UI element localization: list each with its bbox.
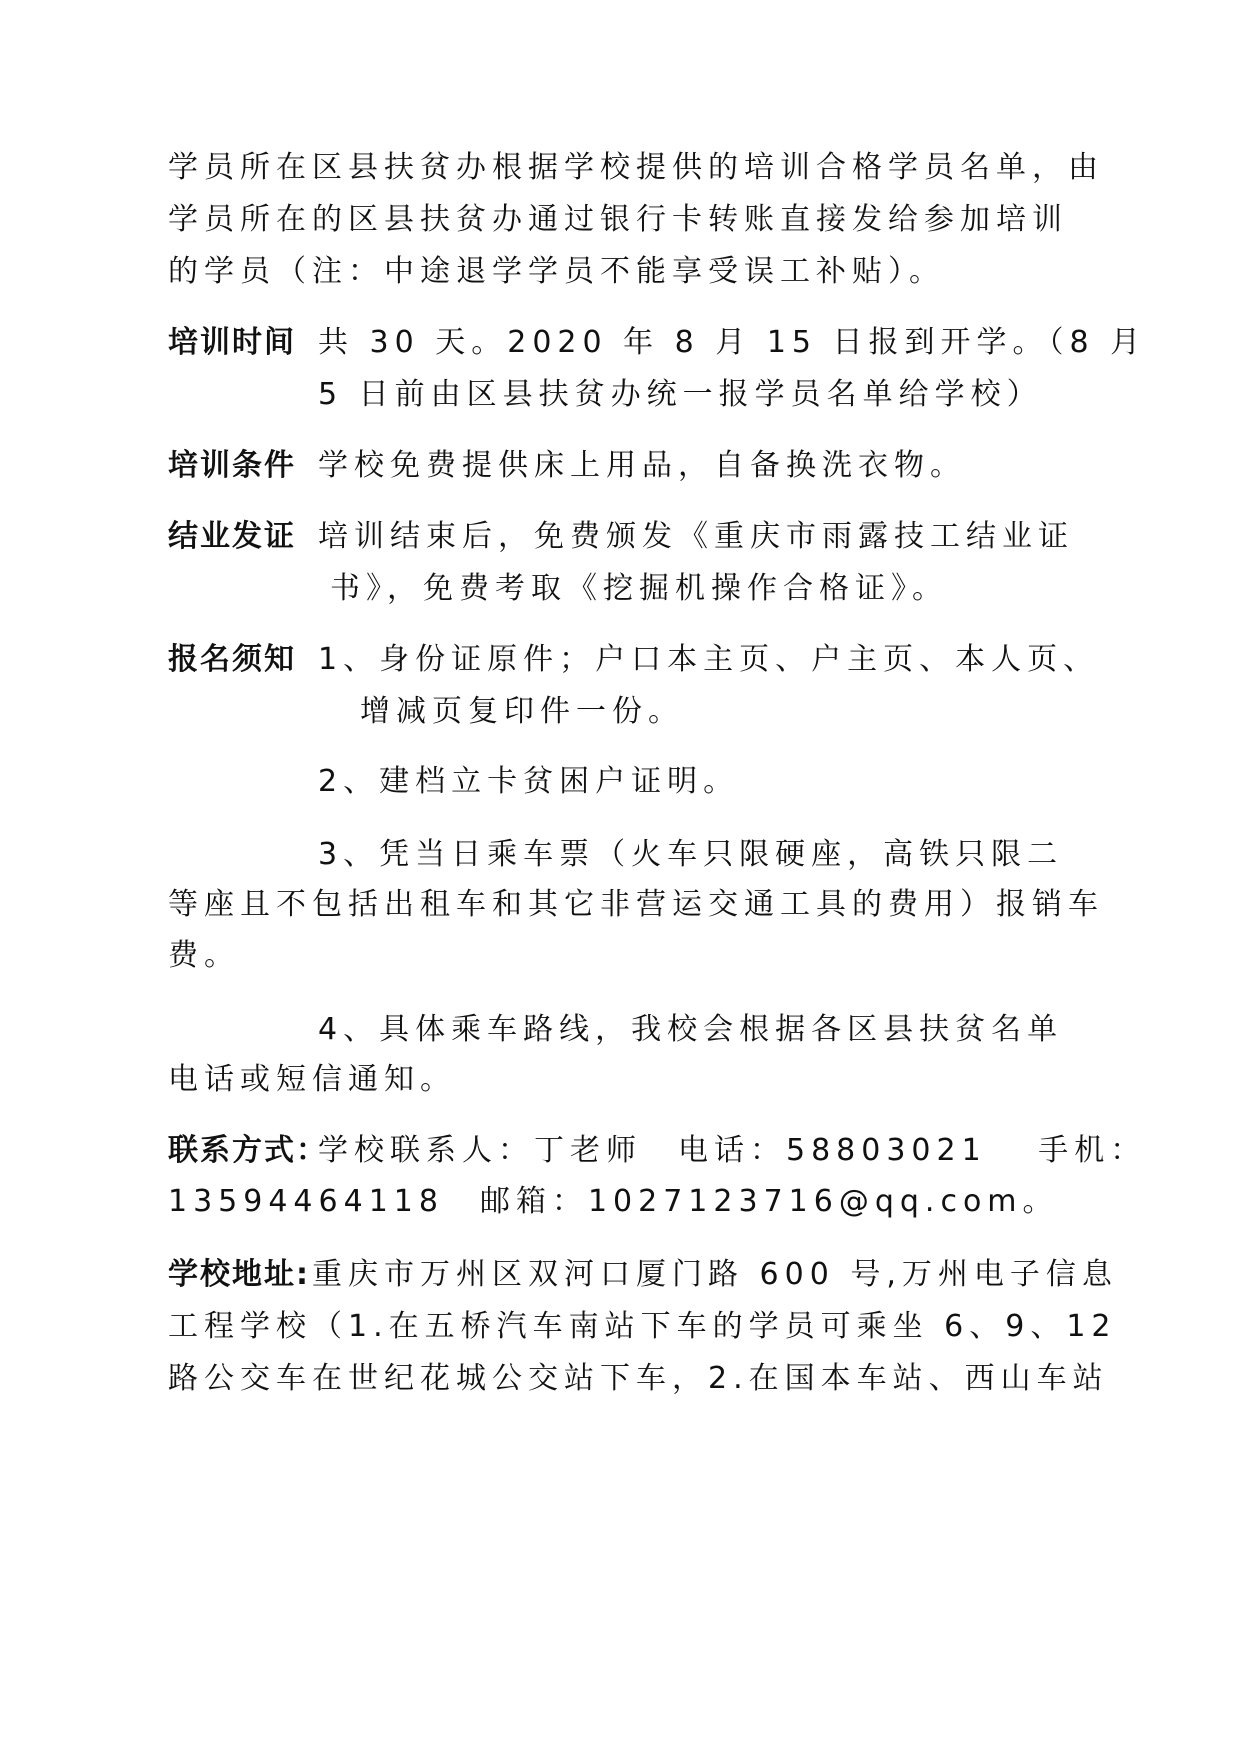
registration-item-3-line-3: 费。 bbox=[168, 938, 240, 973]
graduation-label: 结业发证 bbox=[168, 519, 296, 554]
registration-item-3-line-2: 等座且不包括出租车和其它非营运交通工具的费用）报销车 bbox=[168, 887, 1104, 922]
address-line-2: 工程学校（1.在五桥汽车南站下车的学员可乘坐 6、9、12 bbox=[168, 1309, 1117, 1344]
registration-item-4-line-1: 4、具体乘车路线，我校会根据各区县扶贫名单 bbox=[318, 1012, 1064, 1047]
contact-line-1: 学校联系人：丁老师 电话：58803021 手机： bbox=[318, 1133, 1147, 1168]
intro-line-3: 的学员（注：中途退学学员不能享受误工补贴）。 bbox=[168, 254, 945, 289]
intro-line-2: 学员所在的区县扶贫办通过银行卡转账直接发给参加培训 bbox=[168, 202, 1068, 237]
registration-item-4-line-2: 电话或短信通知。 bbox=[168, 1062, 456, 1097]
training-time-line-2: 5 日前由区县扶贫办统一报学员名单给学校） bbox=[318, 377, 1043, 412]
training-time-label: 培训时间 bbox=[168, 325, 296, 360]
intro-line-1: 学员所在区县扶贫办根据学校提供的培训合格学员名单，由 bbox=[168, 150, 1104, 185]
registration-item-2: 2、建档立卡贫困户证明。 bbox=[318, 764, 740, 799]
graduation-line-1: 培训结束后，免费颁发《重庆市雨露技工结业证 bbox=[318, 519, 1074, 554]
address-label: 学校地址: bbox=[168, 1257, 310, 1292]
contact-line-2: 13594464118 邮箱：1027123716@qq.com。 bbox=[168, 1184, 1059, 1219]
training-conditions-text: 学校免费提供床上用品，自备换洗衣物。 bbox=[318, 448, 966, 483]
training-time-line-1: 共 30 天。2020 年 8 月 15 日报到开学。（8 月 bbox=[318, 325, 1147, 360]
contact-label: 联系方式： bbox=[168, 1133, 328, 1168]
registration-item-3-line-1: 3、凭当日乘车票（火车只限硬座，高铁只限二 bbox=[318, 837, 1064, 872]
address-line-1: 重庆市万州区双河口厦门路 600 号,万州电子信息 bbox=[312, 1257, 1118, 1292]
graduation-line-2: 书》，免费考取《挖掘机操作合格证》。 bbox=[330, 571, 948, 606]
registration-item-1-line-2: 增减页复印件一份。 bbox=[360, 694, 684, 729]
training-conditions-label: 培训条件 bbox=[168, 448, 296, 483]
address-line-3: 路公交车在世纪花城公交站下车，2.在国本车站、西山车站 bbox=[168, 1361, 1109, 1396]
registration-item-1-line-1: 1、身份证原件；户口本主页、户主页、本人页、 bbox=[318, 642, 1100, 677]
registration-label: 报名须知 bbox=[168, 642, 296, 677]
